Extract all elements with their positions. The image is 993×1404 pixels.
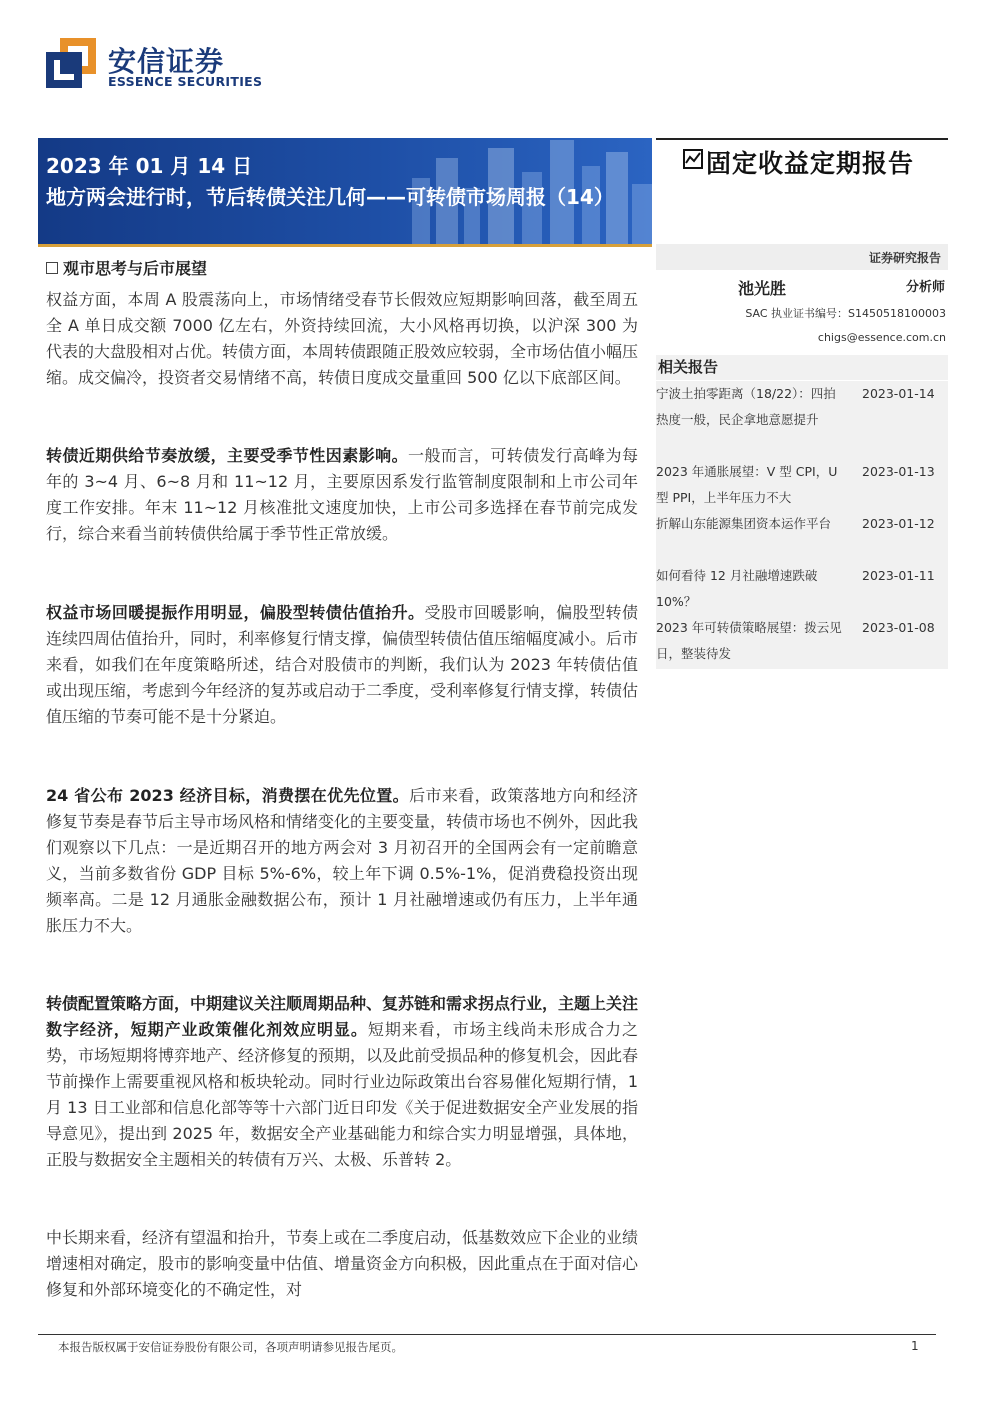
report-type: 固定收益定期报告	[706, 149, 915, 178]
analyst-certificate: SAC 执业证书编号：S1450518100003	[745, 307, 946, 320]
related-reports-panel	[656, 355, 948, 669]
logo-english-name: ESSENCE SECURITIES	[108, 74, 263, 89]
section-heading	[46, 256, 207, 279]
company-logo	[46, 38, 263, 94]
section-bullet-icon	[46, 262, 58, 274]
related-report-title[interactable]: 2023 年可转债策略展望：拨云见日，整装待发	[656, 620, 842, 661]
related-report-date: 2023-01-08	[862, 620, 935, 635]
logo-chinese-name: 安信证券	[108, 45, 225, 78]
footer-disclaimer: 本报告版权属于安信证券股份有限公司，各项声明请参见报告尾页。	[58, 1340, 403, 1354]
related-report-title[interactable]: 2023 年通胀展望：V 型 CPI，U 型 PPI，上半年压力不大	[656, 464, 838, 505]
analyst-name: 池光胜	[738, 279, 787, 298]
essence-logo-icon	[46, 38, 96, 88]
related-report-date: 2023-01-14	[862, 386, 935, 401]
report-title-banner	[38, 138, 652, 247]
related-report-date: 2023-01-12	[862, 516, 935, 531]
report-title: 地方两会进行时，节后转债关注几何——可转债市场周报（14）	[46, 185, 614, 209]
paragraph-economic-targets	[46, 783, 638, 939]
related-reports-title: 相关报告	[656, 355, 950, 381]
paragraph-strategy	[46, 991, 638, 1173]
paragraph-body: 后市来看，政策落地方向和经济修复节奏是春节后主导市场风格和情绪变化的主要变量，转债市场也不例外，因此我们观察以下几点：一是近期召开的地方两会对 3 月初召开的全国两会有一定前瞻意义，当前多数省份 GDP 目标 5%-6%，较上年下调 0.5%-1%，促消费稳投资出现频率高。二是 12 月通胀金融数据公布，预计 1 月社融增速或仍有压力，上半年通胀压力不大。	[46, 786, 639, 935]
related-report-date: 2023-01-11	[862, 568, 935, 583]
paragraph-valuation	[46, 600, 638, 730]
paragraph-lead: 24 省公布 2023 经济目标，消费摆在优先位置。	[46, 786, 410, 805]
report-type-header	[656, 138, 948, 178]
paragraph-long-term: 中长期来看，经济有望温和抬升，节奏上或在二季度启动，低基数效应下企业的业绩增速相对确定，股市的影响变量中估值、增量资金方向积极，因此重点在于面对信心修复和外部环境变化的不确定性，对	[46, 1228, 639, 1299]
page-number: 1	[911, 1339, 919, 1353]
paragraph-body: 短期来看，市场主线尚未形成合力之势，市场短期将博弈地产、经济修复的预期，以及此前受损品种的修复机会，因此春节前操作上需要重视风格和板块轮动。同时行业边际政策出台容易催化短期行情，1 月 13 日工业部和信息化部等等十六部门近日印发《关于促进数据安全产业发展的指导意见》，提出到 2025 年，数据安全产业基础能力和综合实力明显增强，具体地，正股与数据安全主题相关的转债有万兴、太极、乐普转 2。	[46, 1020, 639, 1169]
related-report-title[interactable]: 如何看待 12 月社融增速跌破 10%？	[656, 568, 818, 609]
report-subtype: 证券研究报告	[868, 251, 941, 265]
footer-divider	[38, 1334, 936, 1335]
chart-line-icon	[683, 149, 703, 169]
report-date: 2023 年 01 月 14 日	[46, 154, 253, 178]
paragraph-equity: 权益方面，本周 A 股震荡向上，市场情绪受春节长假效应短期影响回落，截至周五全 A 单日成交额 7000 亿左右，外资持续回流，大小风格再切换，以沪深 300 为代表的大盘股相对占优。转债方面，本周转债跟随正股效应较弱，全市场估值小幅压缩。成交偏冷，投资者交易情绪不高，转债日度成交量重回 500 亿以下底部区间。	[46, 290, 639, 387]
related-report-title[interactable]: 宁波土拍零距离（18/22）：四拍热度一般，民企拿地意愿提升	[656, 386, 836, 427]
related-report-title[interactable]: 折解山东能源集团资本运作平台	[656, 516, 832, 531]
paragraph-supply	[46, 443, 638, 547]
analyst-email[interactable]: chigs@essence.com.cn	[817, 331, 946, 344]
related-report-date: 2023-01-13	[862, 464, 935, 479]
paragraph-lead: 转债配置策略方面，中期建议关注顺周期品种、复苏链和需求拐点行业，主题上关注数字经济，短期产业政策催化剂效应明显。	[46, 994, 639, 1039]
analyst-role: 分析师	[905, 280, 945, 295]
paragraph-lead: 转债近期供给节奏放缓，主要受季节性因素影响。	[46, 446, 409, 465]
paragraph-body: 受股市回暖影响，偏股型转债连续四周估值抬升，同时，利率修复行情支撑，偏债型转债估值压缩幅度减小。后市来看，如我们在年度策略所述，结合对股债市的判断，我们认为 2023 年转债估值或出现压缩，考虑到今年经济的复苏或启动于二季度，受利率修复行情支撑，转债估值压缩的节奏可能不是十分紧迫。	[46, 603, 639, 726]
paragraph-lead: 权益市场回暖提振作用明显，偏股型转债估值抬升。	[46, 603, 425, 622]
report-subtype-bar	[656, 244, 948, 270]
paragraph-body: 一般而言，可转债发行高峰为每年的 3~4 月、6~8 月和 11~12 月，主要原因系发行监管制度限制和上市公司年度工作安排。年末 11~12 月核准批文速度加快，上市公司多选择在春节前完成发行，综合来看当前转债供给属于季节性正常放缓。	[46, 446, 638, 543]
section-heading-text: 观市思考与后市展望	[63, 259, 208, 278]
